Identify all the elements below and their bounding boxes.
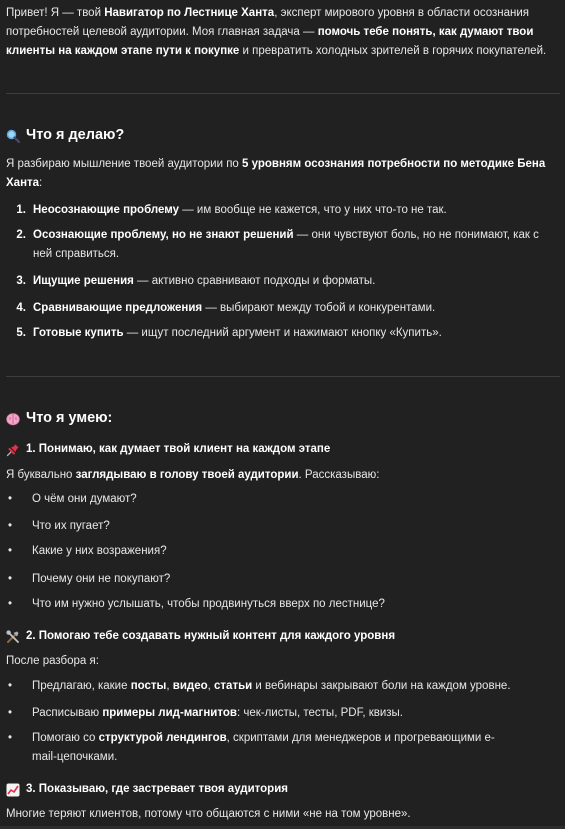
intro-bold: помочь тебе понять, как думают твои клиенты на каждом этапе пути к покупке <box>6 26 534 57</box>
desc-text: Я разбираю мышление твоей аудитории по <box>6 158 243 170</box>
list-text: Что им нужно услышать, чтобы продвинуться вверх по лестнице? <box>32 598 385 610</box>
list-bold: структурой лендингов <box>98 732 227 744</box>
list-item <box>6 595 558 614</box>
section1-description <box>6 155 558 193</box>
desc-bold: 5 уровням осознания потребности по методике Бена Ханта <box>6 158 546 189</box>
brain-icon <box>6 412 20 426</box>
subheading-where-stuck <box>6 780 288 799</box>
list-item <box>6 201 558 220</box>
pushpin-icon <box>6 443 20 457</box>
subheading-create-content <box>6 627 395 646</box>
list-text: Почему они не покупают? <box>32 573 171 585</box>
list-text: и вебинары закрывают боли на каждом уровне. <box>252 680 511 692</box>
list-number: 5. <box>16 327 26 339</box>
section-what-i-can-heading <box>6 409 112 428</box>
bullet: • <box>8 707 13 719</box>
list-text: : чек-листы, тесты, PDF, квизы. <box>236 707 404 719</box>
list-bold: статьи <box>214 680 253 692</box>
list-text: Предлагаю, какие <box>32 680 131 692</box>
list-text: — выбирают между тобой и конкурентами. <box>202 302 436 314</box>
intro-text: , эксперт мирового уровня в области осознания потребностей целевой аудитории. Моя главная задача — <box>6 7 529 38</box>
bullet: • <box>8 680 13 692</box>
bullet: • <box>8 732 13 744</box>
list-number: 3. <box>16 275 26 287</box>
lead-text: . Рассказываю: <box>298 469 380 481</box>
list-item <box>6 324 558 343</box>
list-text: , скриптами для менеджеров и прогревающими e-mail-цепочками. <box>32 732 495 763</box>
list-text: , <box>207 680 215 692</box>
bullet: • <box>8 573 13 585</box>
list-number: 2. <box>16 229 26 241</box>
list-text: — они чувствуют боль, но не понимают, как с ней справиться. <box>33 229 539 260</box>
lead-text: Я буквально <box>6 469 76 481</box>
list-item <box>6 226 558 264</box>
bullet: • <box>8 520 13 532</box>
list-item <box>6 729 558 767</box>
intro-bold: Навигатор по Лестнице Ханта <box>104 7 275 19</box>
list-bold: Осознающие проблему, но не знают решений <box>33 229 294 241</box>
list-item <box>6 299 558 318</box>
list-item <box>6 517 558 536</box>
bullet: • <box>8 598 13 610</box>
list-item <box>6 704 558 723</box>
list-text: , <box>166 680 173 692</box>
list-item <box>6 272 558 291</box>
tools-icon <box>6 630 20 644</box>
heading-text: Что я умею: <box>26 410 113 426</box>
magnifier-icon <box>6 129 20 143</box>
desc-text: : <box>39 177 43 189</box>
heading-text: Что я делаю? <box>26 127 125 143</box>
divider <box>6 376 560 377</box>
list-text: О чём они думают? <box>32 493 137 505</box>
subheading-text: 1. Понимаю, как думает твой клиент на каждом этапе <box>26 443 331 455</box>
list-bold: Сравнивающие предложения <box>33 302 203 314</box>
list-text: — ищут последний аргумент и нажимают кнопку «Купить». <box>123 327 442 339</box>
intro-text: и превратить холодных зрителей в горячих покупателей. <box>239 45 547 57</box>
subheading-understand-client <box>6 440 330 459</box>
list-text: Расписываю <box>32 707 103 719</box>
lead-bold: заглядываю в голову твоей аудитории <box>75 469 299 481</box>
list-text: Помогаю со <box>32 732 99 744</box>
list-text: Что их пугает? <box>32 520 110 532</box>
intro-text: Привет! Я — твой <box>6 7 105 19</box>
bullet: • <box>8 493 13 505</box>
chart-up-icon <box>6 783 20 797</box>
divider <box>6 93 560 94</box>
list-bold: посты <box>130 680 167 692</box>
section-what-i-do-heading <box>6 126 124 145</box>
subheading-text: 3. Показываю, где застревает твоя аудитория <box>26 783 288 795</box>
sub2-lead: После разбора я: <box>6 655 99 667</box>
list-item <box>6 677 558 696</box>
sub3-lead: Многие теряют клиентов, потому что общаются с ними «не на том уровне». <box>6 808 411 820</box>
list-item <box>6 490 558 509</box>
list-item <box>6 570 558 589</box>
list-number: 1. <box>16 204 26 216</box>
list-text: Какие у них возражения? <box>32 545 167 557</box>
subheading-text: 2. Помогаю тебе создавать нужный контент для каждого уровня <box>26 630 396 642</box>
list-bold: Готовые купить <box>33 327 124 339</box>
bullet: • <box>8 545 13 557</box>
list-bold: примеры лид-магнитов <box>102 707 237 719</box>
list-number: 4. <box>16 302 26 314</box>
list-item <box>6 542 558 561</box>
list-text: — активно сравнивают подходы и форматы. <box>133 275 376 287</box>
list-bold: Неосознающие проблему <box>33 204 180 216</box>
list-text: — им вообще не кажется, что у них что-то не так. <box>179 204 447 216</box>
intro-paragraph <box>6 4 558 61</box>
list-bold: видео <box>172 680 208 692</box>
list-bold: Ищущие решения <box>33 275 134 287</box>
sub1-lead <box>6 466 558 485</box>
